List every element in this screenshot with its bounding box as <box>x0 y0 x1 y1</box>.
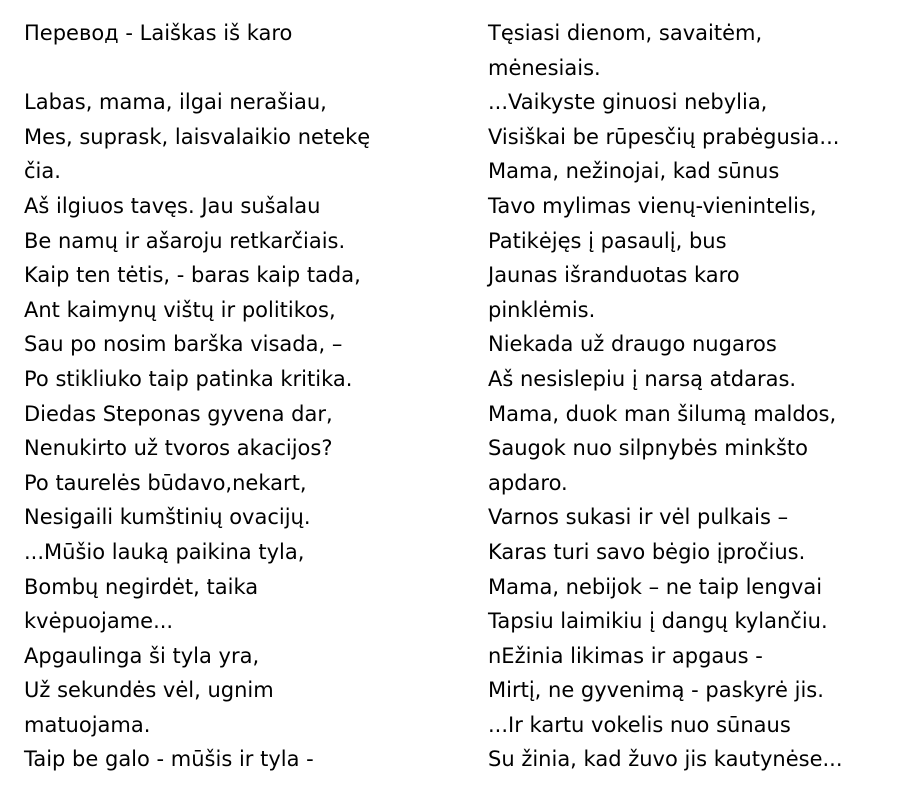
poem-line: Be namų ir ašaroju retkarčiais. <box>24 228 346 253</box>
poem-line: Aš nesislepiu į narsą atdaras. <box>488 366 797 391</box>
poem-line: Už sekundės vėl, ugnim <box>24 678 274 703</box>
poem-line: čia. <box>24 159 61 184</box>
poem-line: Jaunas išranduotas karo <box>488 263 740 288</box>
poem-line: Patikėjęs į pasaulį, bus <box>488 228 727 253</box>
poem-line: Kaip ten tėtis, - baras kaip tada, <box>24 263 361 288</box>
blank-line <box>24 51 444 86</box>
poem-line: Tęsiasi dienom, savaitėm, <box>488 21 763 45</box>
poem-line: Nenukirto už tvoros akacijos? <box>24 436 333 461</box>
poem-line: ...Ir kartu vokelis nuo sūnaus <box>488 712 791 737</box>
poem-line: Varnos sukasi ir vėl pulkais – <box>488 505 789 530</box>
right-column <box>488 16 908 777</box>
poem-line: Saugok nuo silpnybės minkšto <box>488 436 808 461</box>
poem-line: Diedas Steponas gyvena dar, <box>24 401 333 426</box>
poem-line: Visiškai be rūpesčių prabėgusia... <box>488 124 840 149</box>
poem-line: apdaro. <box>488 470 568 495</box>
poem-line: ...Mūšio lauką paikina tyla, <box>24 539 305 564</box>
poem-line: Po stikliuko taip patinka kritika. <box>24 366 353 391</box>
poem-line: Karas turi savo bėgio įpročius. <box>488 539 806 564</box>
poem-line: Mes, suprask, laisvalaikio netekę <box>24 124 371 149</box>
poem-line: Sau po nosim barška visada, – <box>24 332 343 357</box>
poem-line: Mama, nebijok – ne taip lengvai <box>488 574 823 599</box>
left-column <box>24 16 444 777</box>
poem-line: ...Vaikyste ginuosi nebylia, <box>488 90 768 115</box>
poem-line: mėnesiais. <box>488 55 601 80</box>
poem-line: kvėpuojame... <box>24 609 174 634</box>
poem-line: Niekada už draugo nugaros <box>488 332 777 357</box>
poem-line: Bombų negirdėt, taika <box>24 574 259 599</box>
poem-line: Tavo mylimas vienų-vienintelis, <box>488 193 817 218</box>
poem-line: Su žinia, kad žuvo jis kautynėse... <box>488 747 843 772</box>
poem-line: matuojama. <box>24 712 151 737</box>
poem-line: nEžinia likimas ir apgaus - <box>488 643 763 668</box>
poem-line: Apgaulinga ši tyla yra, <box>24 643 260 668</box>
poem-line: Aš ilgiuos tavęs. Jau sušalau <box>24 193 321 218</box>
poem-line: Tapsiu laimikiu į dangų kylančiu. <box>488 609 828 634</box>
poem-line: Ant kaimynų vištų ir politikos, <box>24 297 336 322</box>
poem-line: Taip be galo - mūšis ir tyla - <box>24 747 314 772</box>
document-title: Перевод - Laiškas iš karo <box>24 21 293 45</box>
poem-line: Labas, mama, ilgai nerašiau, <box>24 90 327 115</box>
poem-line: pinklėmis. <box>488 297 596 322</box>
poem-line: Po taurelės būdavo,nekart, <box>24 470 307 495</box>
poem-line: Mama, duok man šilumą maldos, <box>488 401 837 426</box>
poem-line: Nesigaili kumštinių ovacijų. <box>24 505 311 530</box>
poem-line: Mirtį, ne gyvenimą - paskyrė jis. <box>488 678 824 703</box>
poem-line: Mama, nežinojai, kad sūnus <box>488 159 780 184</box>
